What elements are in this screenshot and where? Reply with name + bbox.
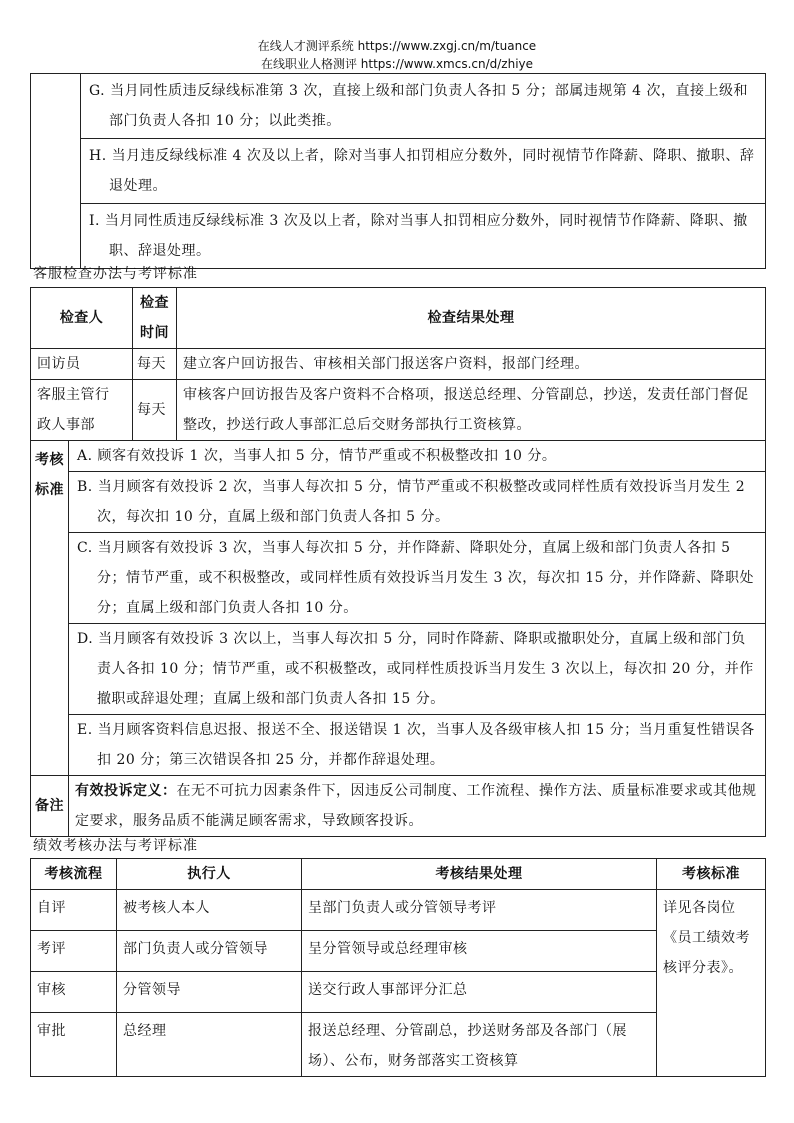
table-header-row bbox=[31, 859, 766, 890]
criterion-a: A. 顾客有效投诉 1 次，当事人扣 5 分，情节严重或不积极整改扣 10 分。 bbox=[69, 441, 766, 472]
header-line-1: 在线人才测评系统 https://www.zxgj.cn/m/tuance bbox=[257, 39, 537, 53]
top-rules-table bbox=[30, 73, 766, 269]
checker-cell: 客服主管行政人事部 bbox=[31, 380, 133, 441]
page-header bbox=[0, 37, 794, 73]
flow-cell: 考评 bbox=[31, 931, 117, 972]
table-row bbox=[31, 204, 766, 269]
time-cell: 每天 bbox=[133, 380, 177, 441]
executor-cell: 分管领导 bbox=[117, 972, 302, 1013]
table-row bbox=[31, 776, 766, 837]
header-line-2: 在线职业人格测评 https://www.xmcs.cn/d/zhiye bbox=[260, 57, 534, 71]
table-header-row bbox=[31, 288, 766, 349]
criterion-d: D. 当月顾客有效投诉 3 次以上，当事人每次扣 5 分，同时作降薪、降职或撤职处分，直属上级和部门负责人各扣 10 分；情节严重，或不积极整改，或同样性质投诉当月发生 3 次以上，每次扣 20 分，并作撤职或辞退处理；直属上级和部门负责人各扣 15 分。 bbox=[69, 624, 766, 715]
flow-cell: 自评 bbox=[31, 890, 117, 931]
table-row bbox=[31, 972, 766, 1013]
flow-cell: 审批 bbox=[31, 1013, 117, 1077]
header-time: 检查时间 bbox=[133, 288, 177, 349]
executor-cell: 部门负责人或分管领导 bbox=[117, 931, 302, 972]
criterion-b: B. 当月顾客有效投诉 2 次，当事人每次扣 5 分，情节严重或不积极整改或同样性质有效投诉当月发生 2 次，每次扣 10 分，直属上级和部门负责人各扣 5 分。 bbox=[69, 472, 766, 533]
note-cell bbox=[69, 776, 766, 837]
checker-cell: 回访员 bbox=[31, 349, 133, 380]
time-cell: 每天 bbox=[133, 349, 177, 380]
table-row bbox=[31, 715, 766, 776]
result-cell: 审核客户回访报告及客户资料不合格项，报送总经理、分管副总，抄送，发责任部门督促整改，抄送行政人事部汇总后交财务部执行工资核算。 bbox=[177, 380, 766, 441]
table-row bbox=[31, 74, 766, 139]
table-row bbox=[31, 931, 766, 972]
table-row bbox=[31, 349, 766, 380]
header-checker: 检查人 bbox=[31, 288, 133, 349]
table-row bbox=[31, 472, 766, 533]
rule-g: G. 当月同性质违反绿线标准第 3 次，直接上级和部门负责人各扣 5 分；部属违规第 4 次，直接上级和部门负责人各扣 10 分；以此类推。 bbox=[81, 74, 766, 139]
criterion-c: C. 当月顾客有效投诉 3 次，当事人每次扣 5 分，并作降薪、降职处分，直属上级和部门负责人各扣 5 分；情节严重，或不积极整改，或同样性质有效投诉当月发生 3 次，每次扣 15 分，并作降薪、降职处分；直属上级和部门负责人各扣 10 分。 bbox=[69, 533, 766, 624]
table-row bbox=[31, 441, 766, 472]
criterion-e: E. 当月顾客资料信息迟报、报送不全、报送错误 1 次，当事人及各级审核人扣 15 分；当月重复性错误各扣 20 分；第三次错误各扣 25 分，并都作辞退处理。 bbox=[69, 715, 766, 776]
result-cell: 呈分管领导或总经理审核 bbox=[302, 931, 657, 972]
table-row bbox=[31, 380, 766, 441]
note-text: 在无不可抗力因素条件下，因违反公司制度、工作流程、操作方法、质量标准要求或其他规定要求，服务品质不能满足顾客需求，导致顾客投诉。 bbox=[75, 783, 757, 829]
performance-caption: 绩效考核办法与考评标准 bbox=[33, 838, 198, 854]
flow-cell: 审核 bbox=[31, 972, 117, 1013]
header-flow: 考核流程 bbox=[31, 859, 117, 890]
table-row bbox=[31, 139, 766, 204]
header-result: 考核结果处理 bbox=[302, 859, 657, 890]
table-row bbox=[31, 1013, 766, 1077]
table-row bbox=[31, 533, 766, 624]
result-cell: 呈部门负责人或分管领导考评 bbox=[302, 890, 657, 931]
note-term: 有效投诉定义： bbox=[75, 783, 177, 799]
executor-cell: 被考核人本人 bbox=[117, 890, 302, 931]
rule-i: I. 当月同性质违反绿线标准 3 次及以上者，除对当事人扣罚相应分数外，同时视情节作降薪、降职、撤职、辞退处理。 bbox=[81, 204, 766, 269]
standard-cell: 详见各岗位《员工绩效考核评分表》。 bbox=[657, 890, 766, 1077]
service-caption: 客服检查办法与考评标准 bbox=[33, 266, 198, 282]
executor-cell: 总经理 bbox=[117, 1013, 302, 1077]
header-result: 检查结果处理 bbox=[177, 288, 766, 349]
criteria-label: 考核标准 bbox=[31, 441, 69, 776]
header-executor: 执行人 bbox=[117, 859, 302, 890]
service-table bbox=[30, 287, 766, 837]
result-cell: 建立客户回访报告、审核相关部门报送客户资料，报部门经理。 bbox=[177, 349, 766, 380]
note-label: 备注 bbox=[31, 776, 69, 837]
performance-table bbox=[30, 858, 766, 1077]
result-cell: 报送总经理、分管副总，抄送财务部及各部门（展场）、公布，财务部落实工资核算 bbox=[302, 1013, 657, 1077]
table-row bbox=[31, 890, 766, 931]
rule-h: H. 当月违反绿线标准 4 次及以上者，除对当事人扣罚相应分数外，同时视情节作降薪、降职、撤职、辞退处理。 bbox=[81, 139, 766, 204]
result-cell: 送交行政人事部评分汇总 bbox=[302, 972, 657, 1013]
table-row bbox=[31, 624, 766, 715]
header-standard: 考核标准 bbox=[657, 859, 766, 890]
